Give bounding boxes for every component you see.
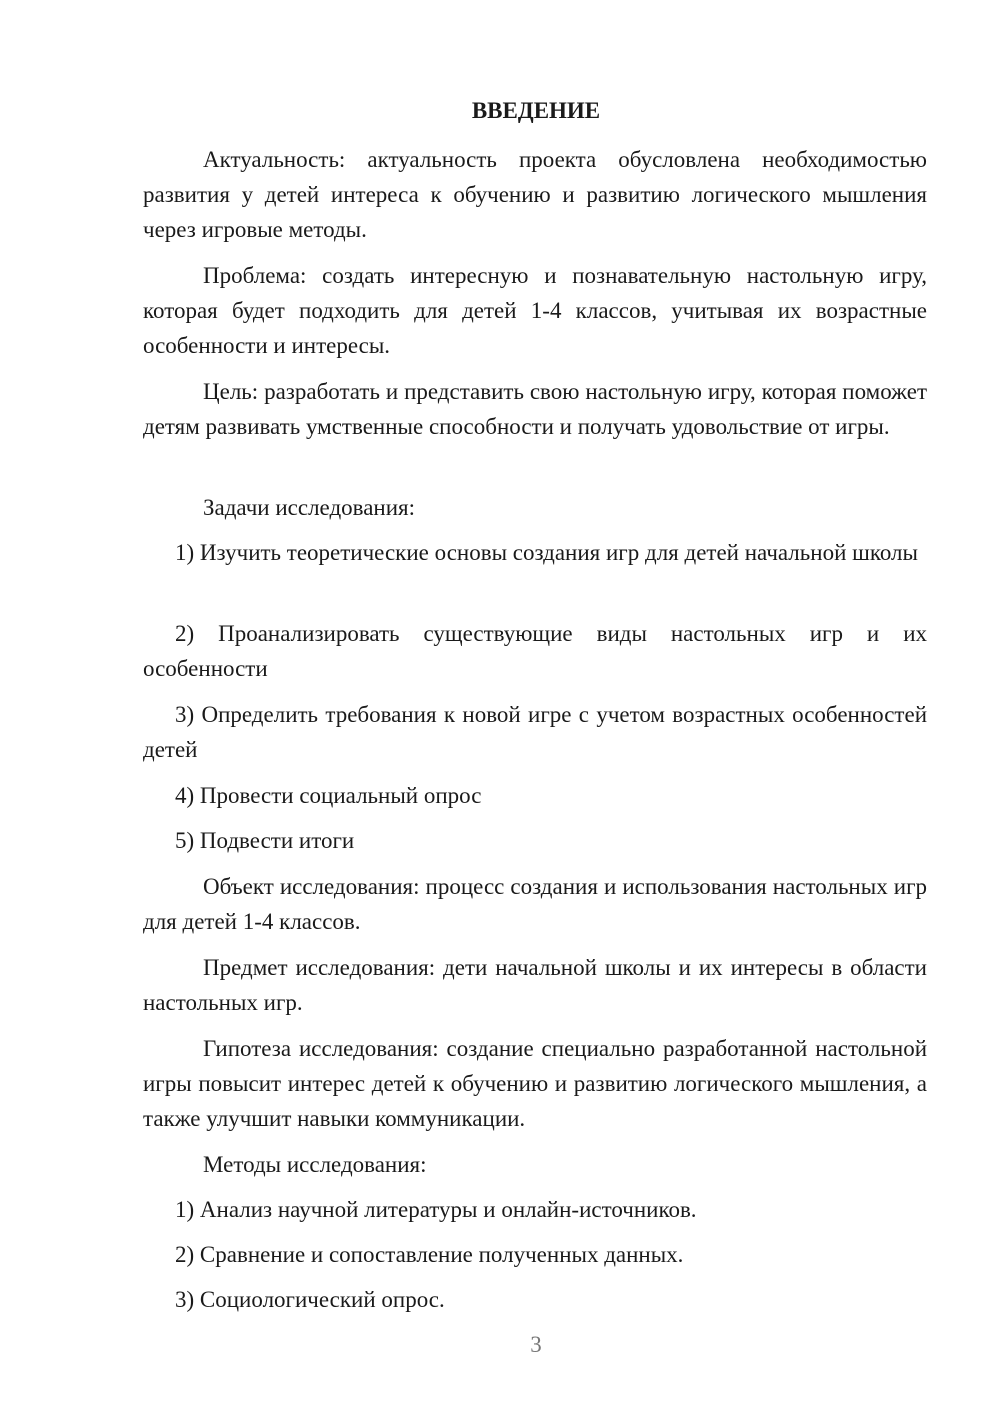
paragraph-object: Объект исследования: процесс создания и использования настольных игр для детей 1-4 классов.: [143, 874, 927, 934]
page-number: 3: [530, 1332, 542, 1357]
list-item-method-2: 2) Сравнение и сопоставление полученных данных.: [175, 1242, 684, 1267]
list-item-task-5: 5) Подвести итоги: [175, 828, 355, 853]
paragraph-relevance: Актуальность: актуальность проекта обусловлена необходимостью развития у детей интереса к обучению и развитию логического мышления через игровые методы.: [143, 147, 927, 242]
list-item-method-3: 3) Социологический опрос.: [175, 1287, 445, 1312]
list-item-method-1: 1) Анализ научной литературы и онлайн-источников.: [175, 1197, 697, 1222]
list-item-task-4: 4) Провести социальный опрос: [175, 783, 482, 808]
list-item-task-3: 3) Определить требования к новой игре с учетом возрастных особенностей детей: [143, 702, 927, 762]
paragraph-goal: Цель: разработать и представить свою настольную игру, которая поможет детям развивать умственные способности и получать удовольствие от игры.: [143, 379, 927, 439]
paragraph-hypothesis: Гипотеза исследования: создание специально разработанной настольной игры повысит интерес детей к обучению и развитию логического мышления, а также улучшит навыки коммуникации.: [143, 1036, 927, 1131]
list-item-task-2: 2) Проанализировать существующие виды настольных игр и их особенности: [143, 621, 927, 681]
list-item-task-1: 1) Изучить теоретические основы создания игр для детей начальной школы: [175, 540, 918, 565]
paragraph-subject: Предмет исследования: дети начальной школы и их интересы в области настольных игр.: [143, 955, 927, 1015]
paragraph-tasks-title: Задачи исследования:: [203, 495, 416, 520]
section-heading: ВВЕДЕНИЕ: [471, 98, 601, 123]
paragraph-problem: Проблема: создать интересную и познавательную настольную игру, которая будет подходить для детей 1-4 классов, учитывая их возрастные особенности и интересы.: [143, 263, 927, 358]
paragraph-methods-title: Методы исследования:: [203, 1152, 427, 1177]
